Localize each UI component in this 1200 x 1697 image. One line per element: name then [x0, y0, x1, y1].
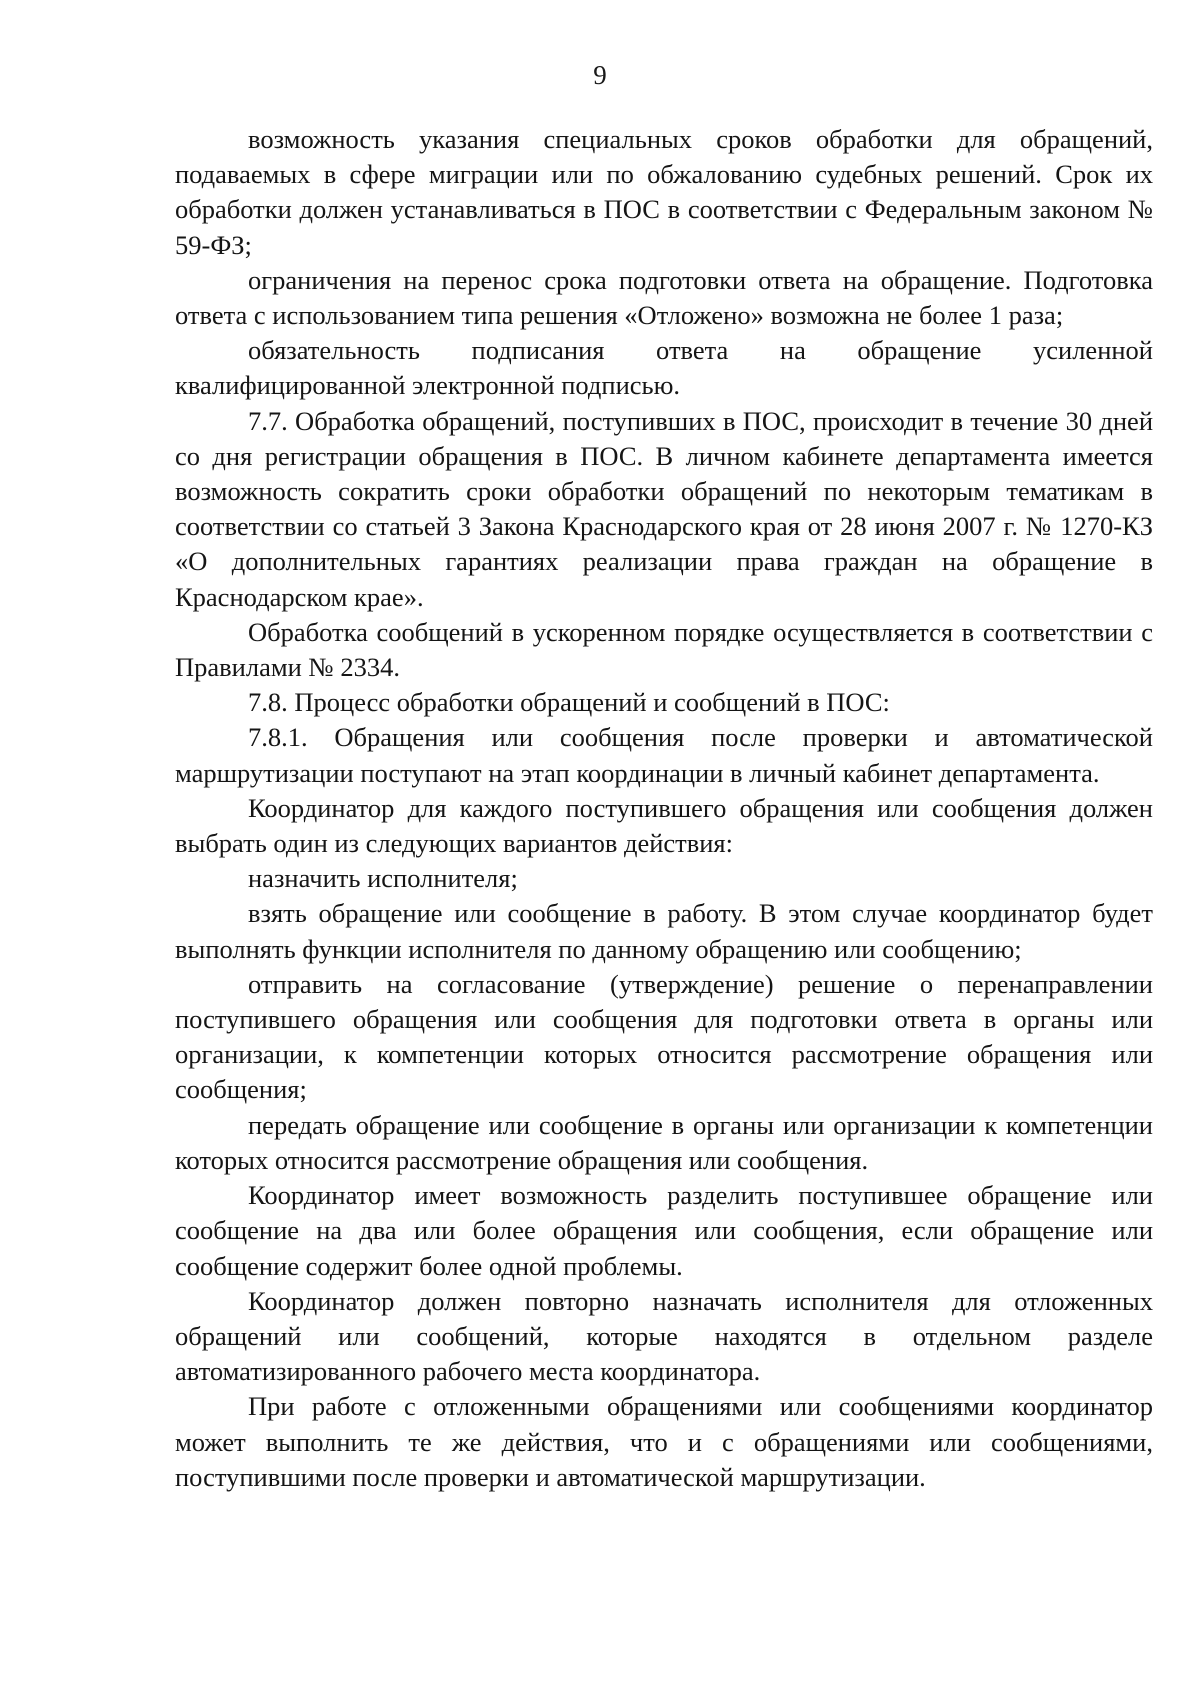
- paragraph-coordinator-options: Координатор для каждого поступившего обращения или сообщения должен выбрать один из следующих вариантов действия:: [175, 792, 1153, 859]
- paragraph-signature-requirement: обязательность подписания ответа на обращение усиленной квалифицированной электронной подписью.: [175, 335, 1153, 401]
- paragraph-accelerated-processing: Обработка сообщений в ускоренном порядке осуществляется в соответствии с Правилами № 2334.: [175, 616, 1153, 683]
- document-body: [175, 122, 1153, 1495]
- paragraph-option-take-to-work: взять обращение или сообщение в работу. В этом случае координатор будет выполнять функции исполнителя по данному обращению или сообщению;: [175, 898, 1153, 964]
- paragraph-postpone-limit: ограничения на перенос срока подготовки ответа на обращение. Подготовка ответа с использованием типа решения «Отложено» возможна не более 1 раза;: [175, 264, 1153, 331]
- page-number: 9: [593, 60, 607, 90]
- paragraph-postponed-actions: При работе с отложенными обращениями или сообщениями координатор может выполнить те же действия, что и с обращениями или сообщениями, поступившими после проверки и автоматической маршрутизации.: [175, 1391, 1153, 1492]
- paragraph-special-deadlines: возможность указания специальных сроков обработки для обращений, подаваемых в сфере миграции или по обжалованию судебных решений. Срок их обработки должен устанавливаться в ПОС в соответствии с Федеральным законом № 59-ФЗ;: [175, 124, 1153, 260]
- paragraph-option-assign: назначить исполнителя;: [248, 863, 518, 894]
- paragraph-section-7-8: 7.8. Процесс обработки обращений и сообщений в ПОС:: [248, 687, 890, 718]
- paragraph-section-7-7: 7.7. Обработка обращений, поступивших в ПОС, происходит в течение 30 дней со дня регистрации обращения в ПОС. В личном кабинете департамента имеется возможность сократить сроки обработки обращений по некоторым тематикам в соответствии со статьей 3 Закона Краснодарского края от 28 июня 2007 г. № 1270-КЗ «О дополнительных гарантиях реализации права граждан на обращение в Краснодарском крае».: [175, 405, 1153, 612]
- paragraph-reassign-postponed: Координатор должен повторно назначать исполнителя для отложенных обращений или сообщений, которые находятся в отдельном разделе автоматизированного рабочего места координатора.: [175, 1285, 1153, 1387]
- paragraph-section-7-8-1: 7.8.1. Обращения или сообщения после проверки и автоматической маршрутизации поступают на этап координации в личный кабинет департамента.: [175, 722, 1153, 788]
- paragraph-split-appeal: Координатор имеет возможность разделить поступившее обращение или сообщение на два или более обращения или сообщения, если обращение или сообщение содержит более одной проблемы.: [175, 1180, 1153, 1281]
- paragraph-option-redirect-approval: отправить на согласование (утверждение) решение о перенаправлении поступившего обращения или сообщения для подготовки ответа в органы или организации, к компетенции которых относится рассмотрение обращения или сообщения;: [175, 968, 1153, 1105]
- paragraph-option-transfer: передать обращение или сообщение в органы или организации к компетенции которых относится рассмотрение обращения или сообщения.: [175, 1109, 1153, 1175]
